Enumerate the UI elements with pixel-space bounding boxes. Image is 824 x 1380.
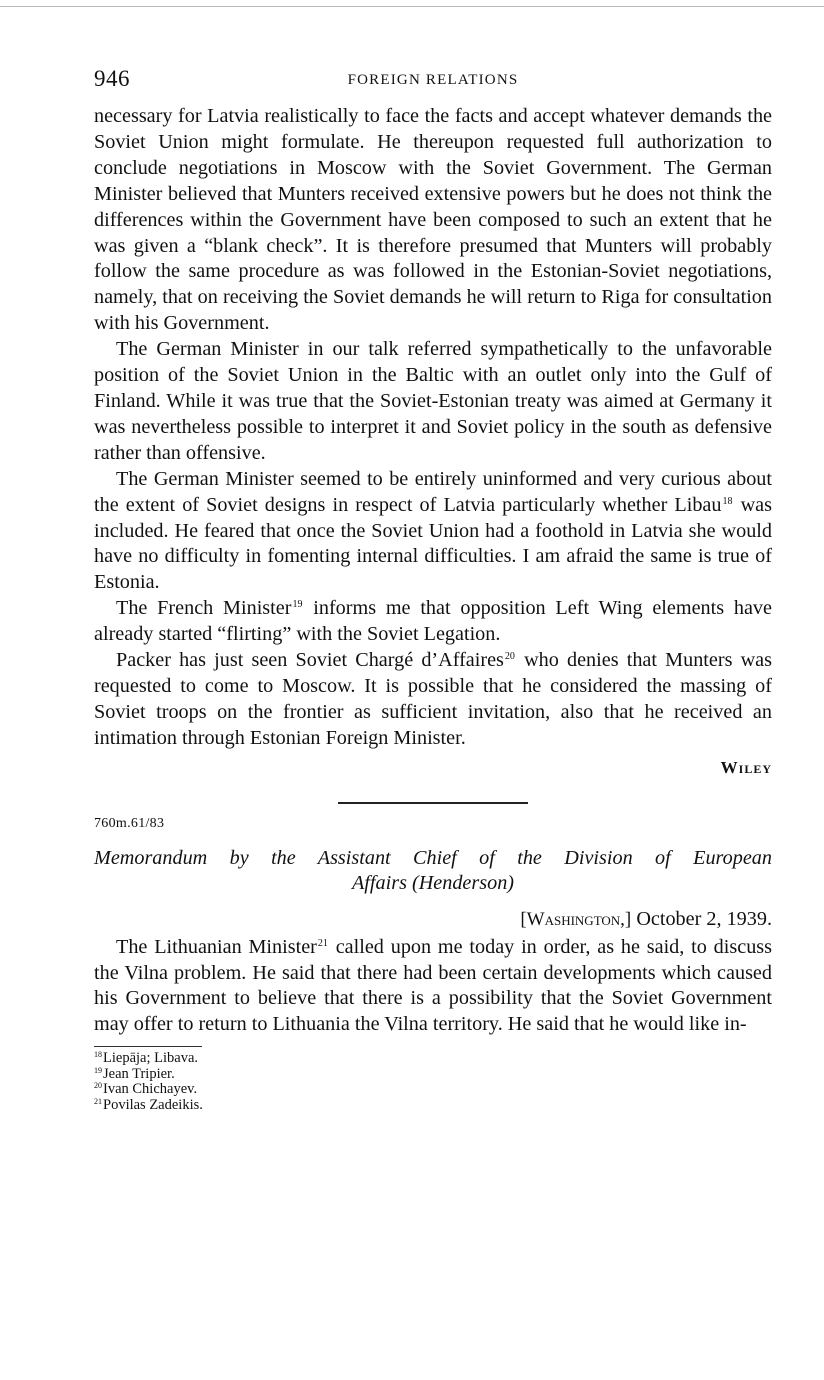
paragraph-4-text-a: The French Minister [116, 597, 292, 620]
footnote-21 [94, 1098, 772, 1114]
footnote-text: Povilas Zadeikis. [103, 1096, 203, 1113]
file-number: 760m.61/83 [94, 815, 165, 831]
memo-paragraph-1 [94, 935, 772, 1039]
paragraph-3-text-b: was included. He feared that once the Soviet Union had a foothold in Latvia she would have no difficulty in fomenting internal difficulties. I am afraid the same is true of Estonia. [94, 493, 772, 594]
body-paragraph-2: The German Minister in our talk referred sympathetically to the unfavorable position of the Soviet Union in the Baltic with an outlet only into the Gulf of Finland. While it was true that the Soviet-Estonian treaty was aimed at Germany it was nevertheless possible to interpret it and Soviet policy in the south as defensive rather than offensive. [94, 338, 772, 464]
memo-date-place: [Washington,] [520, 908, 632, 930]
page-number: 946 [94, 66, 130, 91]
document-page [94, 64, 772, 1113]
footnote-20 [94, 1082, 772, 1098]
footnote-text: Jean Tripier. [103, 1065, 175, 1082]
memo-paragraph-text-b: called upon me today in order, as he said, to discuss the Vilna problem. He said that there had been certain developments which caused his Government to believe that there is a possibility that the Soviet Government may offer to return to Lithuania the Vilna territory. He said that he would like in- [94, 935, 772, 1036]
memo-heading-line-2: Affairs (Henderson) [351, 871, 515, 894]
paragraph-5-text-a: Packer has just seen Soviet Chargé d’Affaires [116, 649, 504, 672]
body-paragraph-3 [94, 467, 772, 597]
footnote-text: Liepāja; Libava. [103, 1050, 199, 1067]
footnote-ref-19[interactable]: 19 [292, 599, 303, 611]
footnote-ref-20[interactable]: 20 [504, 651, 515, 663]
footnote-ref-21[interactable]: 21 [317, 937, 328, 949]
footnote-ref-18[interactable]: 18 [722, 495, 733, 507]
memo-heading-line-1: Memorandum by the Assistant Chief of the Division of European [94, 846, 772, 869]
footnote-rule [94, 1046, 202, 1047]
top-edge-rule [0, 6, 824, 7]
body-paragraph-5 [94, 648, 772, 752]
paragraph-3-text-a: The German Minister seemed to be entirely uninformed and very curious about the extent of Soviet designs in respect of Latvia particularly whether Libau [94, 467, 772, 516]
footnote-18 [94, 1051, 772, 1067]
footnote-text: Ivan Chichayev. [103, 1081, 198, 1098]
footnotes [94, 1051, 772, 1113]
footnote-19 [94, 1067, 772, 1083]
footnote-number: 18 [94, 1050, 102, 1060]
footnote-number: 20 [94, 1081, 102, 1091]
body-paragraph-4 [94, 596, 772, 648]
footnote-number: 19 [94, 1065, 102, 1075]
running-head [94, 64, 772, 104]
signature: Wiley [720, 757, 772, 777]
memo-date: October 2, 1939. [631, 907, 772, 930]
paragraph-4-text-b: informs me that opposition Left Wing elements have already started “flirting” with the Soviet Legation. [94, 597, 772, 646]
body-paragraph-1: necessary for Latvia realistically to face the facts and accept whatever demands the Soviet Union might formulate. He thereupon requested full authorization to conclude negotiations in Moscow with the Soviet Government. The German Minister believed that Munters received extensive powers but he does not think the differences within the Government have been composed to such an extent that he was given a “blank check”. It is therefore presumed that Munters will probably follow the same procedure as was followed in the Estonian-Soviet negotiations, namely, that on receiving the Soviet demands he will return to Riga for consultation with his Government. [94, 105, 772, 335]
section-divider [338, 802, 528, 804]
footnote-number: 21 [94, 1096, 102, 1106]
paragraph-5-text-b: who denies that Munters was requested to come to Moscow. It is possible that he considered the massing of Soviet troops on the frontier as sufficient invitation, also that he received an intimation through Estonian Foreign Minister. [94, 649, 772, 749]
memo-heading [94, 846, 772, 896]
running-title: FOREIGN RELATIONS [347, 72, 519, 88]
memo-dateline [94, 908, 772, 931]
memo-paragraph-text-a: The Lithuanian Minister [116, 935, 317, 958]
